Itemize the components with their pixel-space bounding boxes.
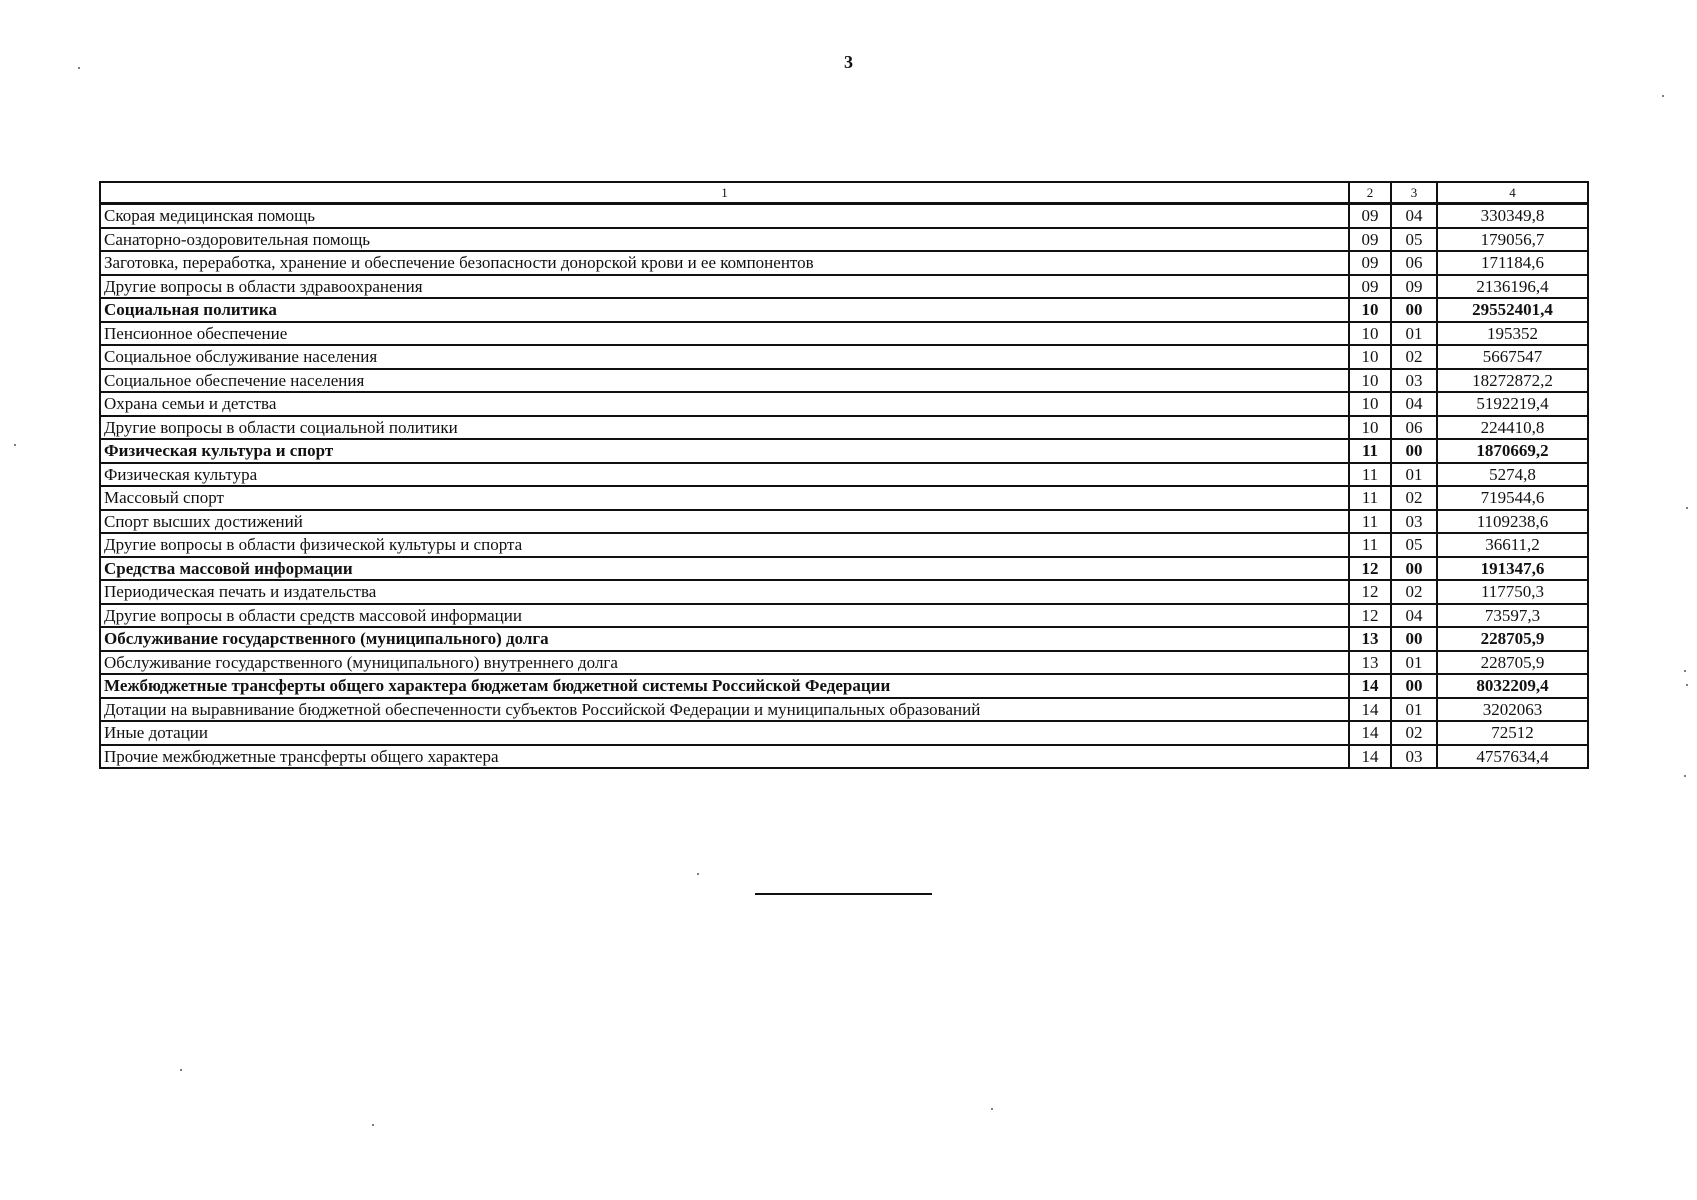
row-amount-cell: 330349,8 [1437,204,1588,228]
row-name-cell: Дотации на выравнивание бюджетной обеспеченности субъектов Российской Федерации и муниципальных образований [100,698,1349,722]
row-subsection-cell: 04 [1391,604,1437,628]
table-row [100,275,1588,299]
row-amount-cell: 5192219,4 [1437,392,1588,416]
row-subsection-cell: 01 [1391,651,1437,675]
row-section-cell: 10 [1349,369,1391,393]
row-section-cell: 11 [1349,486,1391,510]
row-name-cell: Другие вопросы в области средств массовой информации [100,604,1349,628]
scan-speck [991,1108,993,1110]
table-row [100,345,1588,369]
row-section-cell: 09 [1349,204,1391,228]
row-name-cell: Периодическая печать и издательства [100,580,1349,604]
row-amount-cell: 719544,6 [1437,486,1588,510]
row-subsection-cell: 00 [1391,674,1437,698]
row-amount-cell: 29552401,4 [1437,298,1588,322]
row-amount-cell: 18272872,2 [1437,369,1588,393]
row-section-cell: 09 [1349,251,1391,275]
row-name-cell: Межбюджетные трансферты общего характера бюджетам бюджетной системы Российской Федерации [100,674,1349,698]
column-header-name: 1 [100,182,1349,204]
table-row [100,651,1588,675]
scan-speck [180,1069,182,1071]
row-name-cell: Другие вопросы в области физической культуры и спорта [100,533,1349,557]
row-section-cell: 12 [1349,604,1391,628]
row-section-cell: 10 [1349,298,1391,322]
row-name-cell: Социальное обслуживание населения [100,345,1349,369]
row-section-cell: 11 [1349,463,1391,487]
table-row [100,204,1588,228]
table-row [100,580,1588,604]
row-amount-cell: 1109238,6 [1437,510,1588,534]
row-name-cell: Массовый спорт [100,486,1349,510]
scan-speck [78,67,80,69]
end-of-document-line [755,893,932,895]
scan-speck [697,873,699,875]
scan-speck [1686,507,1688,509]
row-name-cell: Физическая культура и спорт [100,439,1349,463]
column-header-amount: 4 [1437,182,1588,204]
row-subsection-cell: 09 [1391,275,1437,299]
scan-speck [14,444,16,446]
row-name-cell: Физическая культура [100,463,1349,487]
row-section-cell: 13 [1349,651,1391,675]
budget-table [99,181,1589,769]
row-amount-cell: 5667547 [1437,345,1588,369]
row-name-cell: Социальная политика [100,298,1349,322]
row-subsection-cell: 06 [1391,416,1437,440]
row-section-cell: 14 [1349,745,1391,769]
row-section-cell: 11 [1349,510,1391,534]
row-section-cell: 10 [1349,416,1391,440]
page-number: 3 [844,52,853,72]
row-subsection-cell: 03 [1391,745,1437,769]
table-row [100,228,1588,252]
row-section-cell: 09 [1349,275,1391,299]
table-row [100,557,1588,581]
table-row [100,604,1588,628]
scan-speck [1686,684,1688,686]
row-subsection-cell: 00 [1391,298,1437,322]
scan-speck [1684,775,1686,777]
row-subsection-cell: 02 [1391,721,1437,745]
row-subsection-cell: 05 [1391,533,1437,557]
table-row [100,298,1588,322]
row-subsection-cell: 02 [1391,345,1437,369]
table-row [100,627,1588,651]
row-amount-cell: 3202063 [1437,698,1588,722]
row-amount-cell: 36611,2 [1437,533,1588,557]
row-amount-cell: 2136196,4 [1437,275,1588,299]
row-subsection-cell: 04 [1391,392,1437,416]
table-body [100,204,1588,769]
row-section-cell: 11 [1349,439,1391,463]
row-amount-cell: 224410,8 [1437,416,1588,440]
table-row [100,322,1588,346]
row-name-cell: Другие вопросы в области здравоохранения [100,275,1349,299]
column-header-subsection: 3 [1391,182,1437,204]
row-name-cell: Охрана семьи и детства [100,392,1349,416]
row-subsection-cell: 01 [1391,322,1437,346]
row-name-cell: Другие вопросы в области социальной политики [100,416,1349,440]
row-section-cell: 14 [1349,721,1391,745]
row-name-cell: Спорт высших достижений [100,510,1349,534]
row-section-cell: 10 [1349,322,1391,346]
row-amount-cell: 73597,3 [1437,604,1588,628]
row-section-cell: 12 [1349,580,1391,604]
row-section-cell: 14 [1349,674,1391,698]
table-row [100,369,1588,393]
table-row [100,533,1588,557]
row-subsection-cell: 02 [1391,580,1437,604]
row-subsection-cell: 06 [1391,251,1437,275]
row-subsection-cell: 03 [1391,510,1437,534]
row-subsection-cell: 03 [1391,369,1437,393]
column-header-section: 2 [1349,182,1391,204]
row-section-cell: 11 [1349,533,1391,557]
row-amount-cell: 228705,9 [1437,627,1588,651]
row-subsection-cell: 04 [1391,204,1437,228]
row-name-cell: Обслуживание государственного (муниципального) долга [100,627,1349,651]
row-subsection-cell: 02 [1391,486,1437,510]
scan-speck [372,1124,374,1126]
row-name-cell: Обслуживание государственного (муниципального) внутреннего долга [100,651,1349,675]
row-name-cell: Иные дотации [100,721,1349,745]
row-name-cell: Средства массовой информации [100,557,1349,581]
row-amount-cell: 8032209,4 [1437,674,1588,698]
scan-speck [1684,670,1686,672]
row-section-cell: 09 [1349,228,1391,252]
row-subsection-cell: 01 [1391,698,1437,722]
row-section-cell: 10 [1349,392,1391,416]
row-amount-cell: 191347,6 [1437,557,1588,581]
row-amount-cell: 1870669,2 [1437,439,1588,463]
table-row [100,486,1588,510]
row-section-cell: 12 [1349,557,1391,581]
row-subsection-cell: 05 [1391,228,1437,252]
table-row [100,251,1588,275]
table-row [100,721,1588,745]
row-amount-cell: 171184,6 [1437,251,1588,275]
row-section-cell: 10 [1349,345,1391,369]
row-subsection-cell: 00 [1391,627,1437,651]
row-amount-cell: 195352 [1437,322,1588,346]
table-row [100,510,1588,534]
row-section-cell: 13 [1349,627,1391,651]
table-row [100,439,1588,463]
table-header-row [100,182,1588,204]
row-name-cell: Скорая медицинская помощь [100,204,1349,228]
row-name-cell: Прочие межбюджетные трансферты общего характера [100,745,1349,769]
row-amount-cell: 5274,8 [1437,463,1588,487]
scan-speck [1662,95,1664,97]
row-amount-cell: 72512 [1437,721,1588,745]
table-row [100,674,1588,698]
row-amount-cell: 117750,3 [1437,580,1588,604]
table-row [100,463,1588,487]
table-row [100,698,1588,722]
row-subsection-cell: 00 [1391,557,1437,581]
row-subsection-cell: 00 [1391,439,1437,463]
row-name-cell: Заготовка, переработка, хранение и обеспечение безопасности донорской крови и ее компонентов [100,251,1349,275]
row-name-cell: Санаторно-оздоровительная помощь [100,228,1349,252]
table-row [100,416,1588,440]
table-row [100,392,1588,416]
row-section-cell: 14 [1349,698,1391,722]
row-amount-cell: 228705,9 [1437,651,1588,675]
row-subsection-cell: 01 [1391,463,1437,487]
row-amount-cell: 4757634,4 [1437,745,1588,769]
row-name-cell: Социальное обеспечение населения [100,369,1349,393]
row-name-cell: Пенсионное обеспечение [100,322,1349,346]
table-row [100,745,1588,769]
row-amount-cell: 179056,7 [1437,228,1588,252]
